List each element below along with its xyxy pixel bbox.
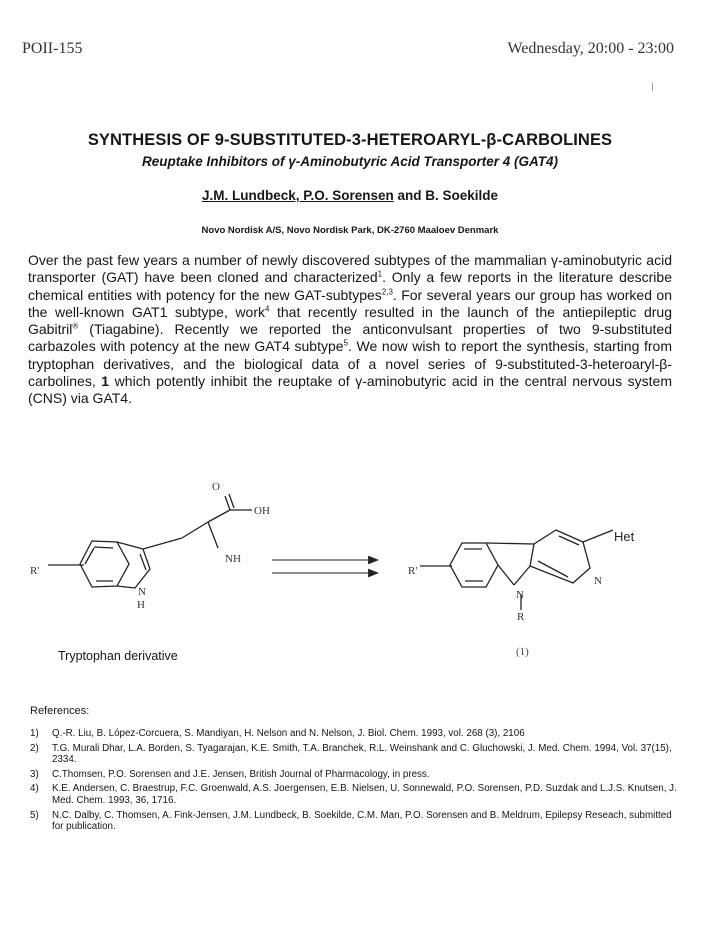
- reference-item: [30, 810, 680, 833]
- label-carbazole-n: N: [516, 589, 524, 601]
- authors: [0, 188, 700, 203]
- label-pyridine-n: N: [594, 575, 602, 587]
- citation-4: 4: [264, 304, 270, 314]
- scan-mark: [652, 83, 653, 91]
- label-hydroxyl: OH: [254, 505, 270, 517]
- session-code: POII-155: [22, 40, 83, 57]
- abstract-text: . We now wish to report the synthesis, starting from tryptophan derivatives, and the biological data of a novel series of 9-substituted-3-heteroaryl-β-carbolines,: [28, 338, 673, 390]
- reference-text: C.Thomsen, P.O. Sorensen and J.E. Jensen, British Journal of Pharmacology, in press.: [52, 768, 430, 780]
- label-r-prime-product: R': [408, 565, 418, 577]
- reference-item: [30, 728, 680, 740]
- reference-number: 4): [30, 783, 39, 795]
- label-amine: NH: [225, 553, 241, 565]
- citation-2-3: 2,3: [381, 286, 393, 296]
- paper-subtitle: Reuptake Inhibitors of γ-Aminobutyric Acid Transporter 4 (GAT4): [141, 154, 559, 169]
- caption-tryptophan: Tryptophan derivative: [58, 649, 178, 663]
- reference-text: N.C. Dalby, C. Thomsen, A. Fink-Jensen, J.M. Lundbeck, B. Soekilde, C.M. Man, P.O. Sorensen and B. Meldrum, Epilepsy Reseach, submitted for publication.: [52, 809, 672, 833]
- references-heading: References:: [30, 705, 90, 717]
- reference-number: 1): [30, 728, 39, 739]
- reference-item: [30, 769, 680, 781]
- abstract-text: . Only a few reports in the literature describe chemical entities with potency for the new GAT-subtypes: [28, 269, 672, 303]
- label-het: Het: [614, 529, 635, 544]
- reference-text: Q.-R. Liu, B. López-Corcuera, S. Mandiyan, H. Nelson and N. Nelson, J. Biol. Chem. 1993, vol. 268 (3), 2106: [52, 728, 525, 739]
- reference-number: 2): [30, 742, 39, 754]
- reference-number: 5): [30, 809, 39, 821]
- abstract-text: Over the past few years a number of newly discovered subtypes of the mammalian γ-aminobutyric acid transporter (GAT) have been cloned and characterized: [28, 252, 672, 286]
- references-list: [30, 728, 680, 836]
- citation-1: 1: [377, 269, 383, 279]
- pyridine-ring: [530, 530, 590, 583]
- reference-item: [30, 743, 680, 766]
- abstract: [28, 252, 672, 408]
- abstract-text: that recently resulted in the launch of the antiepileptic drug Gabitril: [28, 303, 672, 338]
- abstract-text: . For several years our group has worked on the well-known GAT1 subtype, work: [28, 286, 672, 320]
- label-r-substituent: R: [517, 611, 525, 623]
- paper-title: SYNTHESIS OF 9-SUBSTITUTED-3-HETEROARYL-β-CARBOLINES: [87, 131, 613, 149]
- reference-text: K.E. Andersen, C. Braestrup, F.C. Groenwald, A.S. Joergensen, E.B. Nielsen, U. Sonnewald, P.O. Sorensen, P.D. Suzdak and L.J.S. Knutsen, J. Med. Chem. 1993, 36, 1716.: [52, 783, 677, 806]
- compound-number: 1: [101, 373, 110, 390]
- affiliation: Novo Nordisk A/S, Novo Nordisk Park, DK-2760 Maaloev Denmark: [201, 225, 499, 236]
- label-oxygen: O: [212, 481, 220, 493]
- authors-underlined: J.M. Lundbeck, P.O. Sorensen: [201, 188, 394, 203]
- session-time: Wednesday, 20:00 - 23:00: [507, 40, 674, 57]
- abstract-text: which potently inhibit the reuptake of γ-aminobutyric acid in the central nervous system (CNS) via GAT4.: [28, 373, 673, 407]
- abstract-text: (Tiagabine). Recently we reported the anticonvulsant properties of two 9-substituted carbazoles with potency at the new GAT4 subtype: [28, 321, 672, 355]
- label-indole-h: H: [137, 599, 145, 611]
- registered-mark: ®: [72, 321, 79, 331]
- citation-5: 5: [343, 338, 348, 348]
- reference-text: T.G. Murali Dhar, L.A. Borden, S. Tyagarajan, K.E. Smith, T.A. Branchek, R.L. Weinshank and C. Gluchowski, J. Med. Chem. 1994, Vol. 37(15), 2334.: [52, 742, 672, 766]
- label-indole-n: N: [138, 586, 146, 598]
- label-r-prime: R': [30, 565, 40, 577]
- caption-compound: (1): [516, 646, 529, 658]
- reference-number: 3): [30, 768, 39, 780]
- authors-rest: and B. Soekilde: [393, 188, 499, 203]
- reference-item: [30, 783, 680, 806]
